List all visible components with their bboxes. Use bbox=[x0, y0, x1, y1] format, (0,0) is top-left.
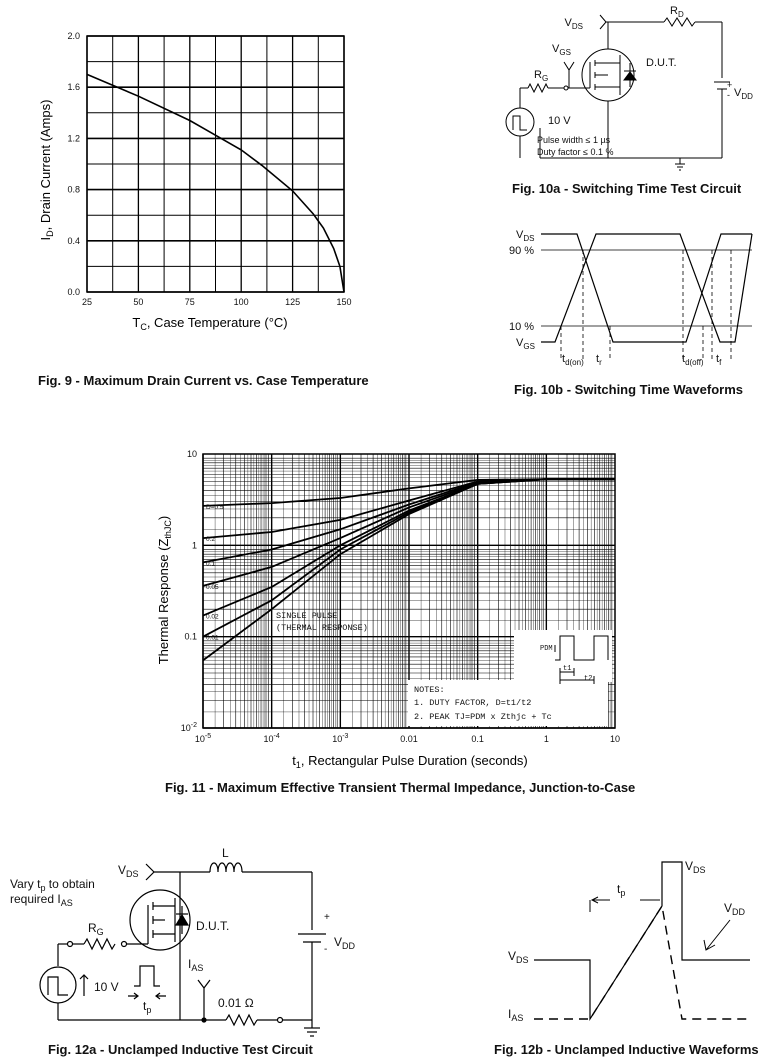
fig9-grid bbox=[87, 36, 344, 292]
fig12a-rg-label: $R_G$ bbox=[88, 921, 104, 937]
fig12a-inductor bbox=[210, 863, 242, 872]
fig12a-ias-arrow bbox=[198, 980, 210, 988]
fig12b-vdd-arrow bbox=[704, 920, 730, 950]
fig10b-tr-label: $t_r$ bbox=[596, 353, 602, 367]
fig11-x-tick-label: 0.01 bbox=[400, 734, 418, 744]
fig11-curve-label: 0.2 bbox=[206, 536, 216, 544]
fig9-y-tick-label: 0.8 bbox=[67, 184, 80, 195]
fig9-y-tick-label: 0.4 bbox=[67, 235, 80, 246]
fig11-curve-label: 0.1 bbox=[206, 560, 216, 568]
fig10a-vdd-label: $V_{DD}$ bbox=[734, 87, 753, 101]
fig10b-vds-label: $V_{DS}$ bbox=[516, 229, 535, 243]
fig11-single-pulse-line2: (THERMAL RESPONSE) bbox=[276, 623, 368, 633]
fig9-y-tick-label: 0.0 bbox=[67, 287, 80, 297]
fig12a-tp-label: $t_p$ bbox=[143, 999, 152, 1015]
fig9-x-tick-label: 75 bbox=[184, 297, 195, 307]
fig12b-vdd-label: $V_{DD}$ bbox=[724, 901, 746, 917]
fig12a-sense-resistor bbox=[226, 1015, 257, 1025]
fig11-note-1: 1. DUTY FACTOR, D=t1/t2 bbox=[414, 698, 532, 708]
fig11-x-tick-label: $10^{-4}$ bbox=[263, 733, 280, 744]
fig10a-vdd-minus: - bbox=[727, 90, 730, 100]
fig10a-vgs-label: $V_{GS}$ bbox=[552, 43, 571, 57]
fig12a-ias-label: $I_{AS}$ bbox=[188, 957, 204, 973]
fig12a-pulse-voltage: 10 V bbox=[94, 980, 119, 994]
fig11-t2-label: t2 bbox=[584, 675, 593, 683]
fig9-x-tick-label: 50 bbox=[133, 297, 144, 307]
fig11-x-tick-label: $10^{-5}$ bbox=[194, 733, 212, 744]
fig11-caption: Fig. 11 - Maximum Effective Transient Thermal Impedance, Junction-to-Case bbox=[165, 780, 636, 795]
fig12a-rg-resistor bbox=[84, 939, 115, 949]
fig10a-rg-label: $R_G$ bbox=[534, 69, 549, 83]
fig12a-vary-tp-text: Vary $t_p$ to obtain bbox=[10, 877, 95, 893]
fig11-curve-label: 0.01 bbox=[206, 634, 219, 642]
fig12a-l-label: L bbox=[222, 846, 229, 860]
fig11-y-axis-label: Thermal Response $(Z_{thJC})$ bbox=[156, 515, 173, 665]
fig9-y-tick-label: 1.6 bbox=[67, 82, 80, 93]
fig12b-vds-label: $V_{DS}$ bbox=[508, 949, 529, 965]
fig12a-vdd-plus: + bbox=[324, 912, 330, 923]
fig10a-vds-label: $V_{DS}$ bbox=[564, 17, 583, 31]
fig12a-dut-label: D.U.T. bbox=[196, 919, 230, 933]
fig10b-td-on-label: $t_{d(on)}$ bbox=[562, 353, 584, 367]
fig11-y-tick-label: 1 bbox=[191, 540, 197, 551]
fig11-curve-label: 0.05 bbox=[206, 583, 219, 591]
fig12b-ias-waveform bbox=[534, 906, 750, 1019]
fig9-caption: Fig. 9 - Maximum Drain Current vs. Case Temperature bbox=[38, 373, 369, 388]
fig11-y-tick-label: 0.1 bbox=[184, 631, 197, 642]
fig10a-pulse-width: Pulse width ≤ 1 µs bbox=[537, 135, 611, 145]
fig9-y-tick-label: 2.0 bbox=[67, 31, 80, 41]
fig9-x-tick-label: 150 bbox=[336, 297, 352, 307]
fig11-note-2: 2. PEAK TJ=PDM x Zthjc + Tc bbox=[414, 712, 552, 722]
fig10b-waveforms bbox=[541, 234, 752, 360]
fig11-x-tick-label: 10 bbox=[609, 734, 621, 744]
fig11-x-axis-label: $t_1$, Rectangular Pulse Duration (seconds) bbox=[292, 753, 528, 770]
fig9-chart bbox=[38, 31, 352, 332]
fig10a-rd-resistor bbox=[664, 18, 695, 26]
fig9-y-tick-label: 1.2 bbox=[67, 133, 80, 144]
fig10b-90-percent: 90 % bbox=[509, 245, 535, 257]
fig10a-duty-factor: Duty factor ≤ 0.1 % bbox=[537, 147, 614, 157]
fig12b-tp-label: $t_p$ bbox=[617, 882, 626, 898]
fig11-single-pulse-line1: SINGLE PULSE bbox=[276, 611, 338, 621]
fig12a-resistor-value: 0.01 Ω bbox=[218, 996, 254, 1010]
fig11-chart bbox=[156, 449, 620, 770]
fig9-y-axis-label: $I_D$, Drain Current (Amps) bbox=[38, 99, 55, 241]
fig10a-dut-label: D.U.T. bbox=[646, 57, 677, 69]
fig12b-ias-label: $I_{AS}$ bbox=[508, 1007, 524, 1023]
fig10b-tf-label: $t_f$ bbox=[716, 353, 722, 367]
fig11-x-tick-label: 0.1 bbox=[471, 734, 484, 744]
fig12b-caption: Fig. 12b - Unclamped Inductive Waveforms bbox=[494, 1042, 759, 1057]
fig9-x-axis-label: $T_C$, Case Temperature (°C) bbox=[132, 315, 288, 332]
fig12a-required-ias-text: required $I_{AS}$ bbox=[10, 892, 73, 908]
fig11-curve-label: D=0.5 bbox=[206, 503, 224, 511]
fig11-x-tick-label: 1 bbox=[543, 734, 549, 744]
fig11-notes-title: NOTES: bbox=[414, 685, 445, 695]
fig12a-vds-label: $V_{DS}$ bbox=[118, 863, 139, 879]
fig10a-caption: Fig. 10a - Switching Time Test Circuit bbox=[512, 181, 742, 196]
fig10b-vgs-label: $V_{GS}$ bbox=[516, 337, 535, 351]
fig12a-vdd-label: $V_{DD}$ bbox=[334, 935, 356, 951]
fig11-x-tick-label: $10^{-3}$ bbox=[332, 733, 349, 744]
fig10a-vdd-plus: + bbox=[727, 80, 733, 90]
fig12b-vds-peak-label: $V_{DS}$ bbox=[685, 859, 706, 875]
fig10a-pulse-voltage: 10 V bbox=[548, 115, 571, 127]
fig11-y-tick-label: $10^{-2}$ bbox=[180, 722, 197, 733]
fig10b-td-off-label: $t_{d(off)}$ bbox=[682, 353, 704, 367]
fig9-tick-labels bbox=[67, 31, 351, 307]
fig12a-vds-terminal bbox=[146, 864, 154, 880]
fig10a-rd-label: $R_D$ bbox=[670, 5, 684, 19]
fig12b-waveforms bbox=[534, 862, 750, 1019]
fig12b-tp-arrow bbox=[592, 897, 610, 903]
fig12a-caption: Fig. 12a - Unclamped Inductive Test Circuit bbox=[48, 1042, 313, 1057]
fig11-t1-label: t1 bbox=[563, 665, 572, 673]
fig11-pulse-diagram bbox=[514, 630, 612, 684]
fig9-x-tick-label: 25 bbox=[81, 297, 93, 307]
fig10b-caption: Fig. 10b - Switching Time Waveforms bbox=[514, 382, 743, 397]
fig11-curve-label: 0.02 bbox=[206, 613, 219, 621]
fig9-x-tick-label: 100 bbox=[233, 297, 249, 307]
fig10a-rg-resistor bbox=[528, 84, 548, 92]
fig10a-vds-terminal bbox=[600, 15, 606, 29]
fig9-x-tick-label: 125 bbox=[285, 297, 301, 307]
fig10b-10-percent: 10 % bbox=[509, 321, 535, 333]
fig11-pdm-label: PDM bbox=[540, 645, 553, 653]
fig12a-vdd-minus: - bbox=[324, 944, 328, 955]
fig11-y-tick-label: 10 bbox=[186, 449, 197, 459]
fig12b-vds-waveform bbox=[534, 862, 750, 1019]
